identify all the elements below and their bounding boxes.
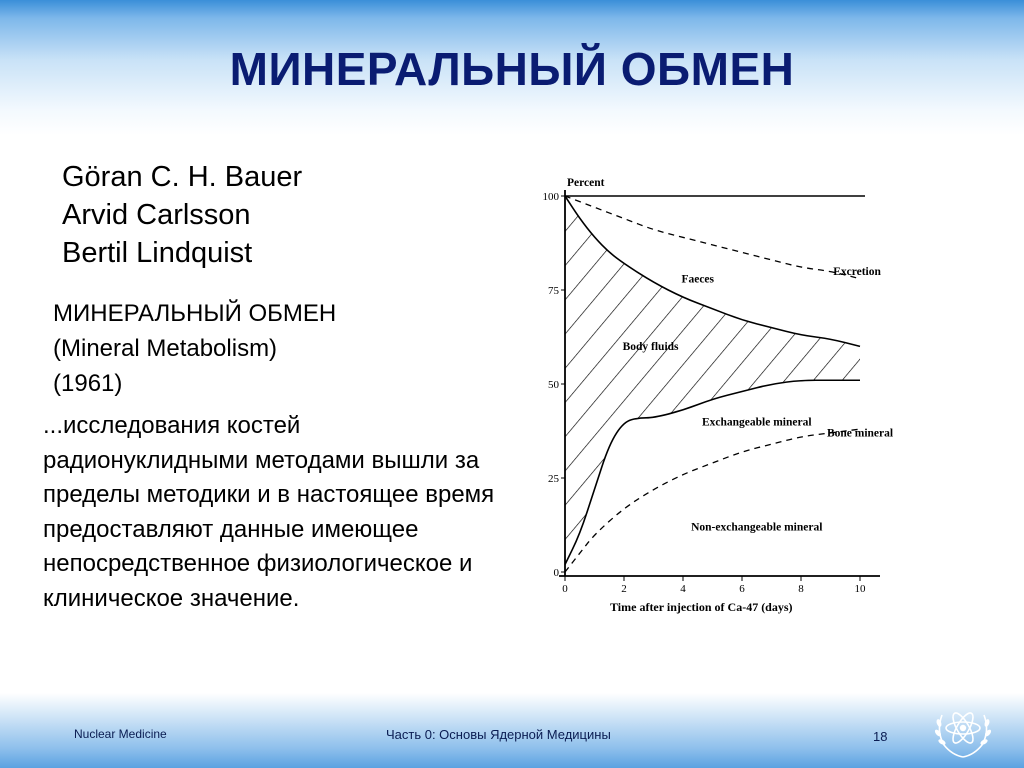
y-axis-label: Percent [567, 177, 605, 189]
annotation-bone-mineral: Bone mineral [826, 427, 894, 440]
annotation-faeces: Faeces [681, 273, 715, 286]
x-tick-label: 6 [739, 583, 745, 595]
authors-list [62, 158, 302, 272]
annotation-exchangeable-mineral: Exchangeable mineral [701, 416, 812, 429]
author-name: Bertil Lindquist [62, 237, 253, 269]
x-tick-label: 10 [854, 583, 866, 595]
x-tick-label: 0 [562, 583, 568, 595]
annotation-non-exchangeable-mineral: Non-exchangeable mineral [691, 521, 823, 534]
book-year: (1961) [53, 370, 123, 397]
footer-section-title: Часть 0: Основы Ядерной Медицины [386, 727, 611, 742]
x-tick-label: 4 [680, 583, 686, 595]
author-name: Arvid Carlsson [62, 199, 251, 231]
y-tick-label: 0 [553, 567, 559, 579]
x-tick-label: 8 [798, 583, 804, 595]
x-axis-label: Time after injection of Ca-47 (days) [610, 600, 793, 614]
book-reference [53, 296, 336, 401]
plot-area [565, 196, 865, 572]
book-subtitle: (Mineral Metabolism) [53, 335, 278, 362]
author-name: Göran C. H. Bauer [62, 161, 303, 193]
slide-title: МИНЕРАЛЬНЫЙ ОБМЕН [229, 43, 795, 95]
mineral-metabolism-chart [530, 170, 950, 630]
x-tick-label: 2 [621, 583, 627, 595]
annotation-excretion: Excretion [833, 265, 881, 278]
y-tick-label: 50 [548, 379, 559, 391]
book-title: МИНЕРАЛЬНЫЙ ОБМЕН [53, 300, 337, 327]
description-paragraph: ...исследования костей радионуклидными методами вышли за пределы методики и в настоящее время предоставляют данные имеющее непосредственное физиологическое и клиническое значение. [43, 412, 495, 612]
series-line-bone-mineral [565, 429, 860, 572]
annotation-body-fluids: Body fluids [622, 341, 679, 354]
iaea-logo-icon [930, 697, 996, 763]
y-tick-label: 100 [542, 191, 559, 203]
y-tick-label: 75 [548, 285, 559, 297]
page-number: 18 [873, 729, 888, 744]
y-tick-label: 25 [548, 473, 559, 485]
footer-course-name: Nuclear Medicine [74, 727, 167, 741]
